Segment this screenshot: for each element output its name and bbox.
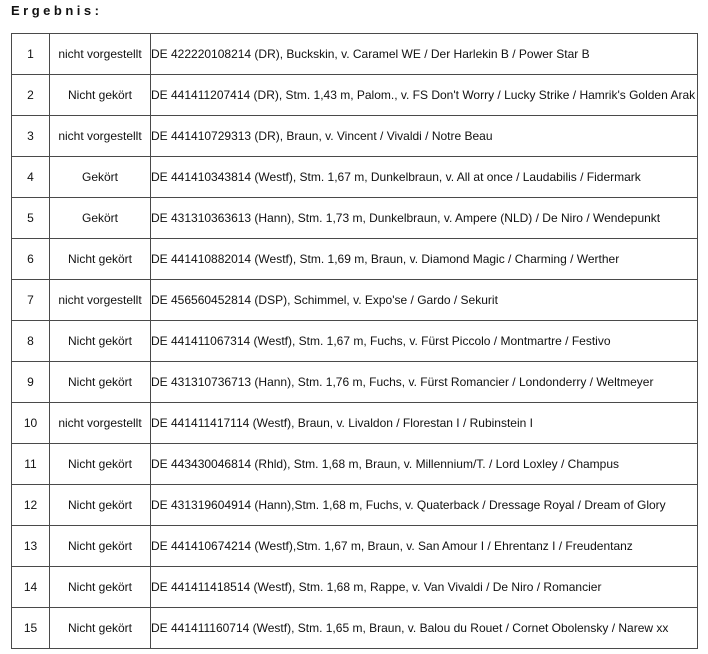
row-status: Nicht gekört <box>50 321 151 362</box>
row-description: DE 441411417114 (Westf), Braun, v. Livaldon / Florestan I / Rubinstein I <box>151 403 698 444</box>
table-row <box>12 280 698 321</box>
row-number: 12 <box>12 485 50 526</box>
row-status: Nicht gekört <box>50 485 151 526</box>
results-heading: Ergebnis: <box>11 3 103 18</box>
table-row <box>12 485 698 526</box>
row-number: 13 <box>12 526 50 567</box>
table-row <box>12 157 698 198</box>
row-number: 2 <box>12 75 50 116</box>
row-number: 4 <box>12 157 50 198</box>
table-row <box>12 34 698 75</box>
row-description: DE 431319604914 (Hann),Stm. 1,68 m, Fuchs, v. Quaterback / Dressage Royal / Dream of Glory <box>151 485 698 526</box>
row-description: DE 431310736713 (Hann), Stm. 1,76 m, Fuchs, v. Fürst Romancier / Londonderry / Weltmeyer <box>151 362 698 403</box>
table-row <box>12 239 698 280</box>
row-status: Nicht gekört <box>50 567 151 608</box>
row-status: Nicht gekört <box>50 239 151 280</box>
row-number: 10 <box>12 403 50 444</box>
row-number: 8 <box>12 321 50 362</box>
results-table <box>11 33 698 649</box>
row-status: Nicht gekört <box>50 362 151 403</box>
row-number: 15 <box>12 608 50 649</box>
row-description: DE 441410882014 (Westf), Stm. 1,69 m, Braun, v. Diamond Magic / Charming / Werther <box>151 239 698 280</box>
row-description: DE 456560452814 (DSP), Schimmel, v. Expo'se / Gardo / Sekurit <box>151 280 698 321</box>
row-number: 9 <box>12 362 50 403</box>
row-description: DE 422220108214 (DR), Buckskin, v. Caramel WE / Der Harlekin B / Power Star B <box>151 34 698 75</box>
row-status: Nicht gekört <box>50 75 151 116</box>
table-row <box>12 444 698 485</box>
row-description: DE 441410343814 (Westf), Stm. 1,67 m, Dunkelbraun, v. All at once / Laudabilis / Fidermark <box>151 157 698 198</box>
table-row <box>12 608 698 649</box>
row-description: DE 441411418514 (Westf), Stm. 1,68 m, Rappe, v. Van Vivaldi / De Niro / Romancier <box>151 567 698 608</box>
row-status: nicht vorgestellt <box>50 34 151 75</box>
table-row <box>12 116 698 157</box>
row-description: DE 431310363613 (Hann), Stm. 1,73 m, Dunkelbraun, v. Ampere (NLD) / De Niro / Wendepunkt <box>151 198 698 239</box>
table-row <box>12 75 698 116</box>
row-number: 5 <box>12 198 50 239</box>
row-number: 7 <box>12 280 50 321</box>
row-number: 11 <box>12 444 50 485</box>
row-description: DE 441411067314 (Westf), Stm. 1,67 m, Fuchs, v. Fürst Piccolo / Montmartre / Festivo <box>151 321 698 362</box>
row-number: 14 <box>12 567 50 608</box>
table-row <box>12 198 698 239</box>
table-row <box>12 567 698 608</box>
results-table-body <box>12 34 698 649</box>
table-row <box>12 403 698 444</box>
row-description: DE 441411207414 (DR), Stm. 1,43 m, Palom., v. FS Don't Worry / Lucky Strike / Hamrik's Golden Arak <box>151 75 698 116</box>
table-row <box>12 362 698 403</box>
row-description: DE 441410729313 (DR), Braun, v. Vincent / Vivaldi / Notre Beau <box>151 116 698 157</box>
row-status: nicht vorgestellt <box>50 280 151 321</box>
table-row <box>12 526 698 567</box>
row-status: Gekört <box>50 157 151 198</box>
row-status: nicht vorgestellt <box>50 116 151 157</box>
row-status: Nicht gekört <box>50 608 151 649</box>
row-status: Gekört <box>50 198 151 239</box>
table-row <box>12 321 698 362</box>
row-number: 1 <box>12 34 50 75</box>
row-status: Nicht gekört <box>50 526 151 567</box>
row-description: DE 443430046814 (Rhld), Stm. 1,68 m, Braun, v. Millennium/T. / Lord Loxley / Champus <box>151 444 698 485</box>
row-number: 3 <box>12 116 50 157</box>
row-description: DE 441411160714 (Westf), Stm. 1,65 m, Braun, v. Balou du Rouet / Cornet Obolensky / Narew xx <box>151 608 698 649</box>
row-status: Nicht gekört <box>50 444 151 485</box>
row-status: nicht vorgestellt <box>50 403 151 444</box>
row-number: 6 <box>12 239 50 280</box>
row-description: DE 441410674214 (Westf),Stm. 1,67 m, Braun, v. San Amour I / Ehrentanz I / Freudentanz <box>151 526 698 567</box>
